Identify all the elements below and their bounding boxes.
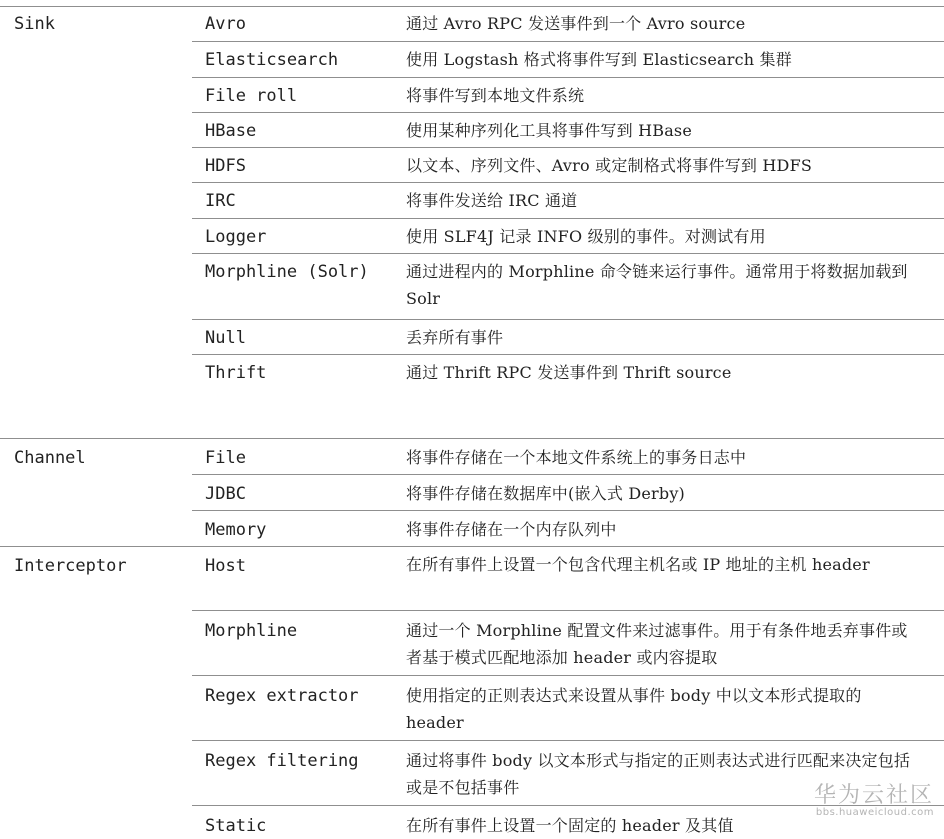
interceptor-type-host: Host [205, 556, 246, 576]
channel-type-file: File [205, 448, 246, 468]
category-label-interceptor: Interceptor [14, 556, 127, 576]
row-divider [192, 675, 944, 676]
interceptor-type-static: Static [205, 816, 267, 836]
sink-desc-hbase: 使用某种序列化工具将事件写到 HBase [406, 121, 693, 140]
sink-type-thrift: Thrift [205, 363, 267, 383]
row-divider [192, 354, 944, 355]
watermark [814, 778, 934, 818]
interceptor-type-morphline: Morphline [205, 621, 298, 641]
sink-type-logger: Logger [205, 227, 267, 247]
channel-desc-memory: 将事件存储在一个内存队列中 [406, 520, 617, 539]
interceptor-type-regex-extractor: Regex extractor [205, 686, 359, 706]
row-divider [192, 41, 944, 42]
interceptor-desc-regex-extractor: 使用指定的正则表达式来设置从事件 body 中以文本形式提取的 header [406, 686, 862, 732]
sink-type-file-roll: File roll [205, 86, 298, 106]
sink-type-morphline-solr: Morphline (Solr) [205, 262, 369, 282]
row-divider [192, 474, 944, 475]
row-divider [192, 610, 944, 611]
row-divider [192, 147, 944, 148]
sink-desc-avro: 通过 Avro RPC 发送事件到一个 Avro source [406, 14, 746, 33]
channel-type-jdbc: JDBC [205, 484, 246, 504]
sink-desc-irc: 将事件发送给 IRC 通道 [406, 191, 578, 210]
row-divider [192, 319, 944, 320]
sink-desc-file-roll: 将事件写到本地文件系统 [406, 86, 585, 105]
interceptor-desc-morphline: 通过一个 Morphline 配置文件来过滤事件。用于有条件地丢弃事件或者基于模式匹配地添加 header 或内容提取 [406, 621, 908, 667]
row-divider [192, 112, 944, 113]
table-top-rule [0, 6, 944, 7]
sink-type-elasticsearch: Elasticsearch [205, 50, 339, 70]
sink-desc-null: 丢弃所有事件 [406, 328, 504, 347]
sink-desc-logger: 使用 SLF4J 记录 INFO 级别的事件。对测试有用 [406, 227, 766, 246]
interceptor-desc-regex-filtering: 通过将事件 body 以文本形式与指定的正则表达式进行匹配来决定包括或是不包括事件 [406, 751, 911, 797]
sink-type-hdfs: HDFS [205, 156, 246, 176]
watermark-url: bbs.huaweicloud.com [815, 807, 934, 818]
interceptor-type-regex-filtering: Regex filtering [205, 751, 359, 771]
row-divider [192, 253, 944, 254]
channel-desc-file: 将事件存储在一个本地文件系统上的事务日志中 [406, 448, 747, 467]
interceptor-desc-host: 在所有事件上设置一个包含代理主机名或 IP 地址的主机 header [406, 555, 870, 574]
watermark-brand: 华为云社区 [813, 783, 934, 808]
sink-type-hbase: HBase [205, 121, 257, 141]
channel-desc-jdbc: 将事件存储在数据库中(嵌入式 Derby) [406, 484, 685, 503]
section-rule [0, 438, 944, 439]
row-divider [192, 740, 944, 741]
sink-desc-thrift: 通过 Thrift RPC 发送事件到 Thrift source [406, 363, 732, 382]
row-divider [192, 510, 944, 511]
sink-type-null: Null [205, 328, 246, 348]
channel-type-memory: Memory [205, 520, 267, 540]
row-divider [192, 77, 944, 78]
sink-desc-morphline-solr: 通过进程内的 Morphline 命令链来运行事件。通常用于将数据加载到 Solr [406, 262, 908, 308]
row-divider [192, 182, 944, 183]
row-divider [192, 218, 944, 219]
category-label-channel: Channel [14, 448, 86, 468]
interceptor-desc-static: 在所有事件上设置一个固定的 header 及其值 [406, 816, 734, 835]
sink-type-avro: Avro [205, 14, 246, 34]
sink-desc-elasticsearch: 使用 Logstash 格式将事件写到 Elasticsearch 集群 [406, 50, 792, 69]
sink-desc-hdfs: 以文本、序列文件、Avro 或定制格式将事件写到 HDFS [406, 156, 813, 175]
category-label-sink: Sink [14, 14, 55, 34]
sink-type-irc: IRC [205, 191, 236, 211]
section-rule [0, 546, 944, 547]
